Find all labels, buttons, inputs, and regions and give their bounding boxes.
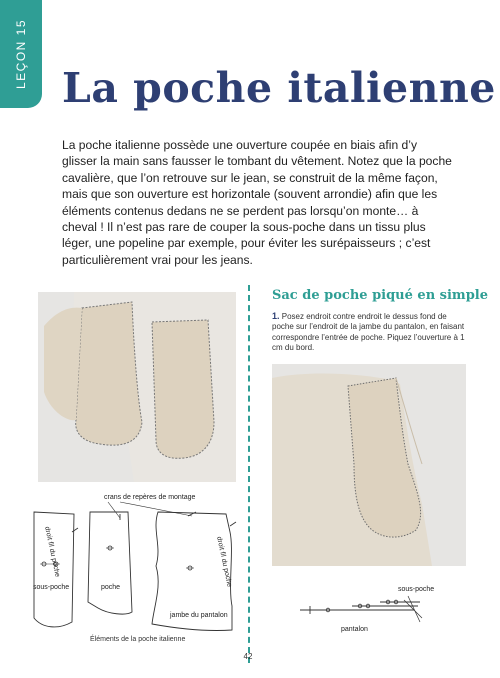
step-1-number: 1. [272,311,280,321]
assembly-sous-poche-label: sous-poche [398,586,435,593]
step-1-photo [272,364,466,566]
page-number: 42 [243,652,253,661]
poche-label: poche [101,584,121,591]
assembly-pantalon-label: pantalon [341,626,368,633]
jambe-label: jambe du pantalon [170,612,228,619]
grain-label-right: droit fil du poche [215,536,233,588]
step-1-body: Posez endroit contre endroit le dessus fond de poche sur l’endroit de la jambe du pantalon, en faisant correspondre l’entrée de poche. Piquez l’ouverture à 1 cm du bord. [272,312,465,353]
step-1-text [272,311,468,354]
sous-poche-label: sous-poche [33,584,70,591]
column-divider [248,285,250,663]
pocket-pieces-photo [38,292,236,482]
section-title: Sac de poche piqué en simple [272,288,488,303]
page-title: La poche italienne [62,64,496,112]
figure-caption: Éléments de la poche italienne [90,636,186,643]
crans-label: crans de repères de montage [104,494,196,501]
intro-paragraph: La poche italienne possède une ouverture coupée en biais afin d’y glisser la main sans fausser le tombant du vêtement. Notez que la poche cavalière, que l’on retrouve sur le jean, se construit de la même façon, mais que son ouverture est horizontale (souvent arrondie) afin que les éléments contenus dedans ne se perdent pas lorsqu’on monte… à cheval ! Il n’est pas rare de couper la sous-poche dans un tissu plus léger, une popeline par exemple, pour éviter les surépaisseurs ; c’est particulièrement vrai pour les jeans. [62,138,452,267]
grain-label-left: droit fil du poche [43,526,61,578]
lesson-tab [0,0,42,108]
lesson-tab-label: LEÇON 15 [14,18,28,90]
